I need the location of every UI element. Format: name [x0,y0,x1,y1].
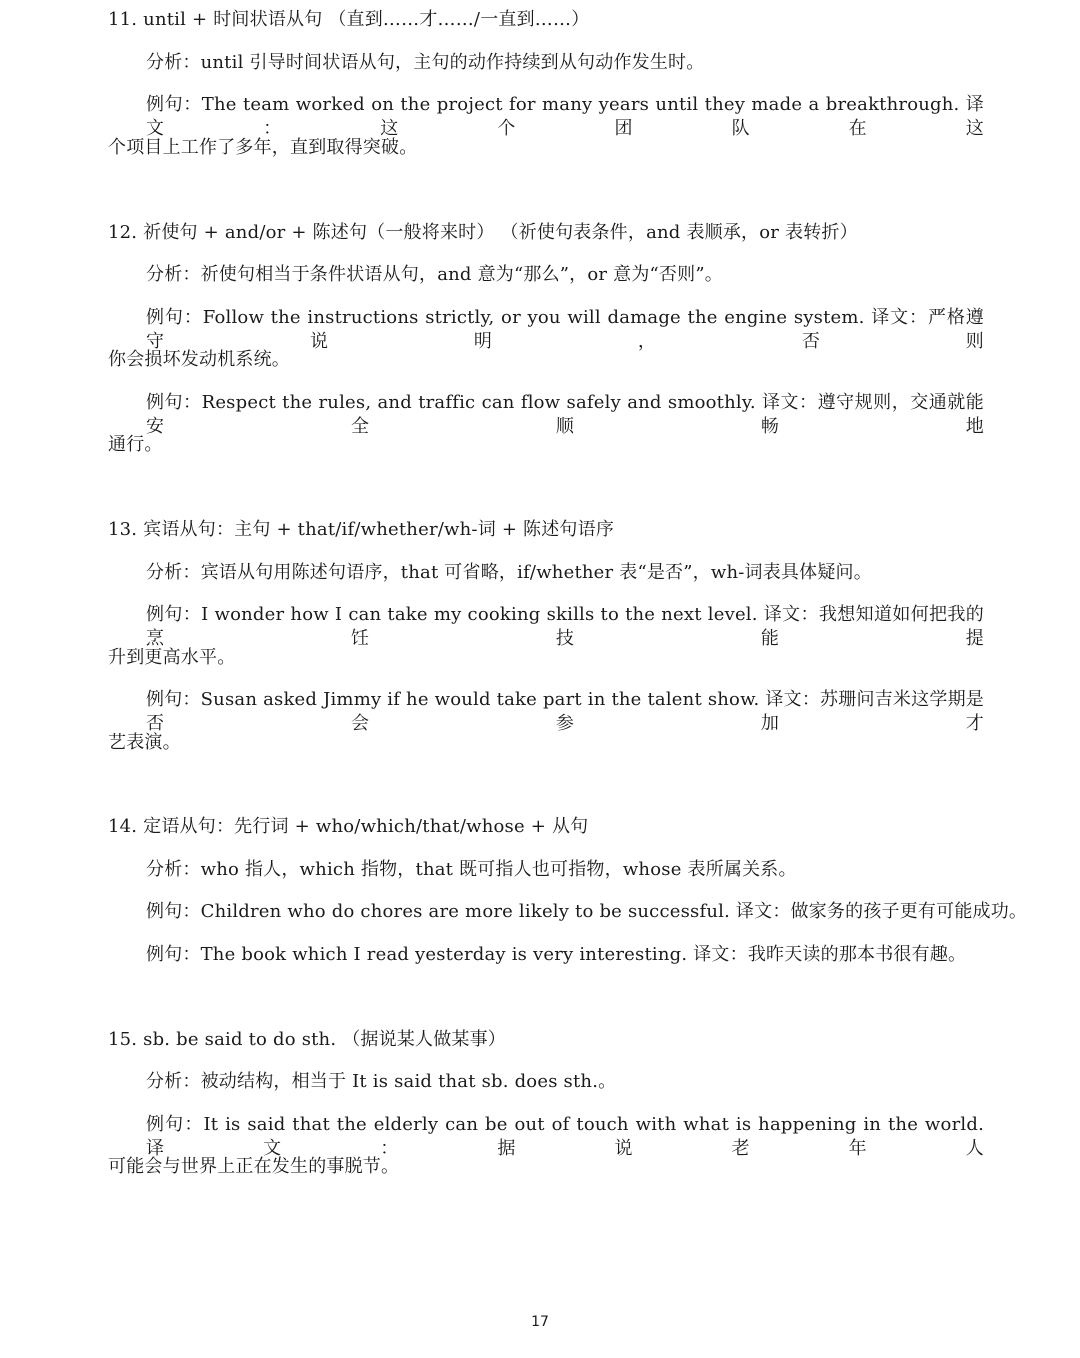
example-sentence: 例句：Susan asked Jimmy if he would take part in the talent show. 译文：苏珊问吉米这学期是否会参加才 [146,689,984,734]
example-sentence-continued: 个项目上工作了多年，直到取得突破。 [108,137,418,158]
example-sentence: 例句：It is said that the elderly can be out of touch with what is happening in the world. 译文：据说老年人 [146,1114,984,1159]
section-heading: 15. sb. be said to do sth. （据说某人做某事） [108,1029,506,1050]
example-sentence: 例句：The team worked on the project for many years until they made a breakthrough. 译文：这个团队在这 [146,94,984,139]
example-sentence-continued: 升到更高水平。 [108,647,236,668]
page-number: 17 [531,1314,549,1330]
example-sentence: 例句：Children who do chores are more likely to be successful. 译文：做家务的孩子更有可能成功。 [146,901,1028,922]
analysis-text: 分析：被动结构，相当于 It is said that sb. does sth.。 [146,1071,617,1092]
example-sentence: 例句：The book which I read yesterday is very interesting. 译文：我昨天读的那本书很有趣。 [146,944,967,965]
example-sentence-continued: 可能会与世界上正在发生的事脱节。 [108,1156,400,1177]
example-sentence-continued: 通行。 [108,434,163,455]
analysis-text: 分析：祈使句相当于条件状语从句，and 意为“那么”，or 意为“否则”。 [146,264,723,285]
example-sentence: 例句：Follow the instructions strictly, or you will damage the engine system. 译文：严格遵守说明，否则 [146,307,984,352]
example-sentence: 例句：I wonder how I can take my cooking skills to the next level. 译文：我想知道如何把我的烹饪技能提 [146,604,984,649]
example-sentence: 例句：Respect the rules, and traffic can flow safely and smoothly. 译文：遵守规则，交通就能安全顺畅地 [146,392,984,437]
section-heading: 14. 定语从句：先行词 + who/which/that/whose + 从句 [108,816,589,837]
section-heading: 12. 祈使句 + and/or + 陈述句（一般将来时） （祈使句表条件，and 表顺承，or 表转折） [108,222,858,243]
section-heading: 13. 宾语从句：主句 + that/if/whether/wh-词 + 陈述句语序 [108,519,615,540]
section-heading: 11. until + 时间状语从句 （直到……才……/一直到……） [108,9,590,30]
example-sentence-continued: 你会损坏发动机系统。 [108,349,290,370]
analysis-text: 分析：until 引导时间状语从句，主句的动作持续到从句动作发生时。 [146,52,705,73]
analysis-text: 分析：宾语从句用陈述句语序，that 可省略，if/whether 表“是否”，wh-词表具体疑问。 [146,562,872,583]
example-sentence-continued: 艺表演。 [108,732,181,753]
analysis-text: 分析：who 指人，which 指物，that 既可指人也可指物，whose 表所属关系。 [146,859,797,880]
